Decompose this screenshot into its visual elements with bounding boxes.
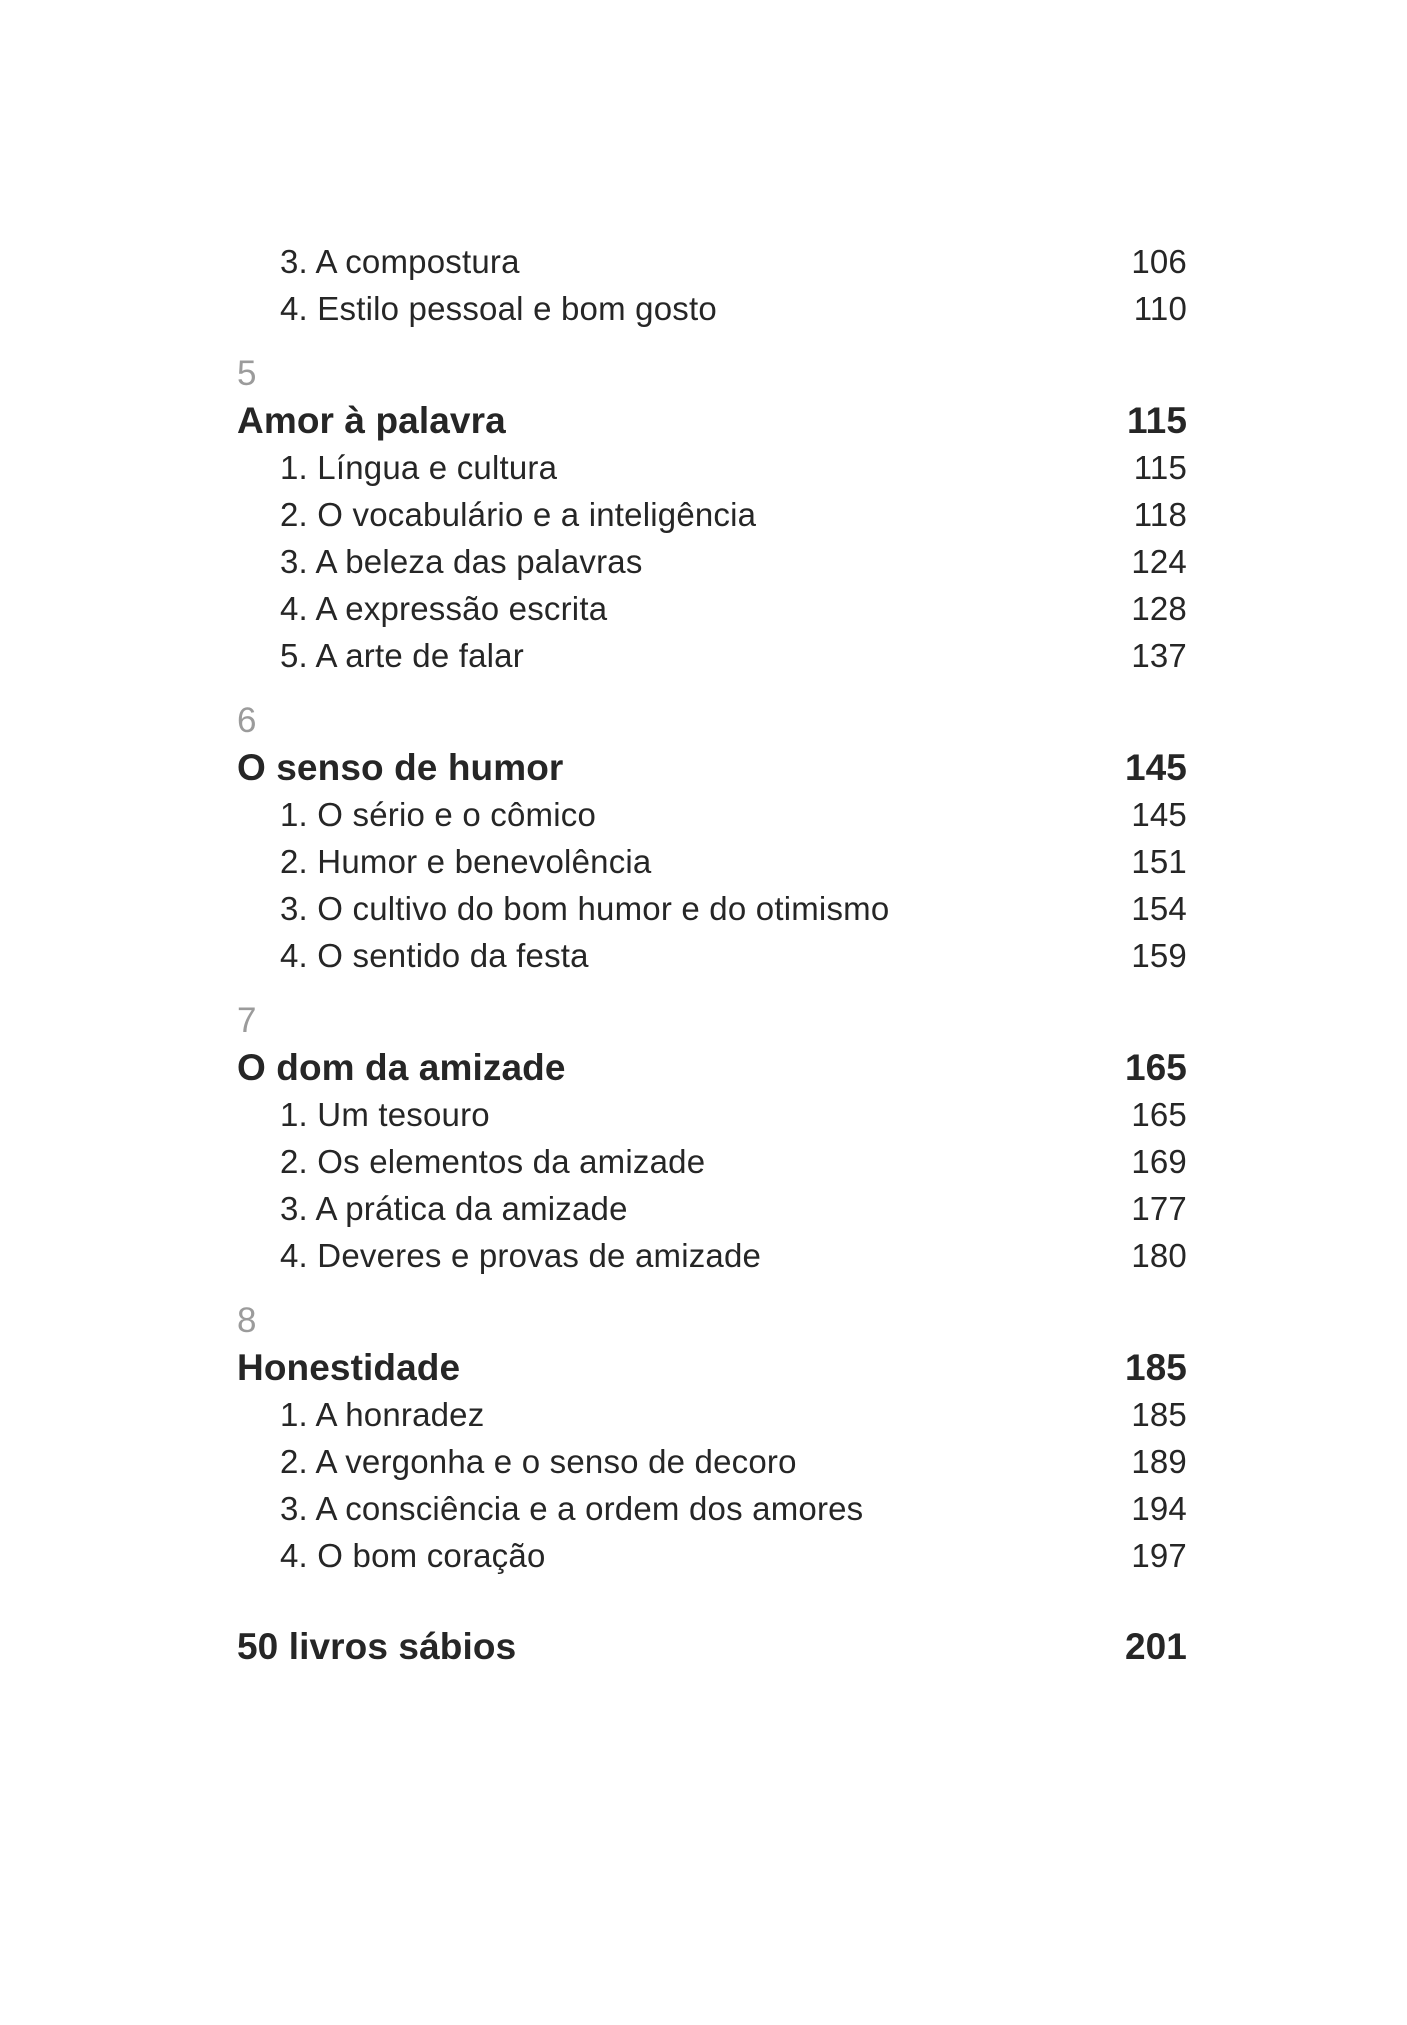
toc-entry-page: 115 — [1133, 448, 1187, 486]
toc-entry-label: 3. O cultivo do bom humor e do otimismo — [280, 889, 890, 927]
toc-entry-page: 159 — [1131, 936, 1187, 974]
toc-entry — [237, 1185, 1187, 1232]
toc-entry-page: 137 — [1131, 636, 1187, 674]
toc-entry-label: 1. Um tesouro — [280, 1095, 490, 1133]
toc-entry-label: 2. Humor e benevolência — [280, 842, 652, 880]
table-of-contents — [237, 238, 1187, 1670]
toc-entry-page: 106 — [1131, 242, 1187, 280]
toc-entry — [237, 238, 1187, 285]
chapter-title: O senso de humor — [237, 746, 564, 788]
chapter-title: Honestidade — [237, 1346, 461, 1388]
toc-entry — [237, 1138, 1187, 1185]
chapter-title-row — [237, 1044, 1187, 1091]
toc-entry-label: 3. A consciência e a ordem dos amores — [280, 1489, 864, 1527]
section-number-label: 8 — [237, 1300, 257, 1340]
toc-entry-page: 110 — [1133, 289, 1187, 327]
toc-entry-page: 169 — [1131, 1142, 1187, 1180]
toc-entry-label: 1. A honradez — [280, 1395, 485, 1433]
chapter-page: 145 — [1124, 746, 1187, 788]
section-number — [237, 697, 1187, 744]
toc-entry-page: 128 — [1131, 589, 1187, 627]
toc-entry — [237, 838, 1187, 885]
section-number — [237, 350, 1187, 397]
chapter-page: 165 — [1124, 1046, 1187, 1088]
toc-entry — [237, 1232, 1187, 1279]
chapter-title-row — [237, 1344, 1187, 1391]
section-number — [237, 997, 1187, 1044]
toc-entry-page: 124 — [1131, 542, 1187, 580]
toc-entry-label: 2. Os elementos da amizade — [280, 1142, 706, 1180]
toc-entry-label: 1. Língua e cultura — [280, 448, 558, 486]
toc-entry — [237, 1438, 1187, 1485]
toc-entry-label: 4. Estilo pessoal e bom gosto — [280, 289, 717, 327]
toc-entry-label: 1. O sério e o cômico — [280, 795, 596, 833]
toc-entry-label: 4. A expressão escrita — [280, 589, 608, 627]
toc-entry-page: 185 — [1131, 1395, 1187, 1433]
toc-entry — [237, 1391, 1187, 1438]
toc-entry-label: 4. Deveres e provas de amizade — [280, 1236, 762, 1274]
toc-entry-page: 145 — [1131, 795, 1187, 833]
toc-entry-page: 197 — [1131, 1536, 1187, 1574]
chapter-title-row — [237, 744, 1187, 791]
toc-entry-label: 3. A beleza das palavras — [280, 542, 643, 580]
toc-entry-page: 154 — [1131, 889, 1187, 927]
toc-entry-label: 4. O bom coração — [280, 1536, 546, 1574]
toc-entry-label: 5. A arte de falar — [280, 636, 524, 674]
toc-entry — [237, 1532, 1187, 1579]
toc-entry-page: 180 — [1131, 1236, 1187, 1274]
toc-entry — [237, 885, 1187, 932]
chapter-page: 185 — [1124, 1346, 1187, 1388]
toc-entry — [237, 791, 1187, 838]
chapter-title: O dom da amizade — [237, 1046, 566, 1088]
toc-entry-page: 177 — [1131, 1189, 1187, 1227]
chapter-title: Amor à palavra — [237, 399, 506, 441]
section-number-label: 6 — [237, 700, 257, 740]
section-number-label: 7 — [237, 1000, 257, 1040]
toc-entry — [237, 285, 1187, 332]
toc-entry — [237, 538, 1187, 585]
chapter-title-row — [237, 397, 1187, 444]
toc-entry — [237, 1485, 1187, 1532]
footer-entry-title: 50 livros sábios — [237, 1625, 517, 1667]
toc-entry — [237, 632, 1187, 679]
toc-entry-page: 194 — [1131, 1489, 1187, 1527]
footer-entry-page: 201 — [1124, 1625, 1187, 1667]
toc-entry — [237, 1091, 1187, 1138]
toc-entry-label: 4. O sentido da festa — [280, 936, 589, 974]
toc-entry-page: 189 — [1131, 1442, 1187, 1480]
toc-entry-label: 3. A compostura — [280, 242, 520, 280]
section-number-label: 5 — [237, 353, 257, 393]
toc-entry — [237, 444, 1187, 491]
toc-entry-page: 165 — [1131, 1095, 1187, 1133]
footer-entry-row — [237, 1623, 1187, 1670]
toc-entry-label: 2. A vergonha e o senso de decoro — [280, 1442, 797, 1480]
toc-entry-page: 118 — [1133, 495, 1187, 533]
toc-entry-label: 3. A prática da amizade — [280, 1189, 628, 1227]
toc-entry-page: 151 — [1131, 842, 1187, 880]
section-number — [237, 1297, 1187, 1344]
toc-entry-label: 2. O vocabulário e a inteligência — [280, 495, 757, 533]
toc-entry — [237, 932, 1187, 979]
toc-entry — [237, 491, 1187, 538]
toc-entry — [237, 585, 1187, 632]
chapter-page: 115 — [1127, 399, 1187, 441]
